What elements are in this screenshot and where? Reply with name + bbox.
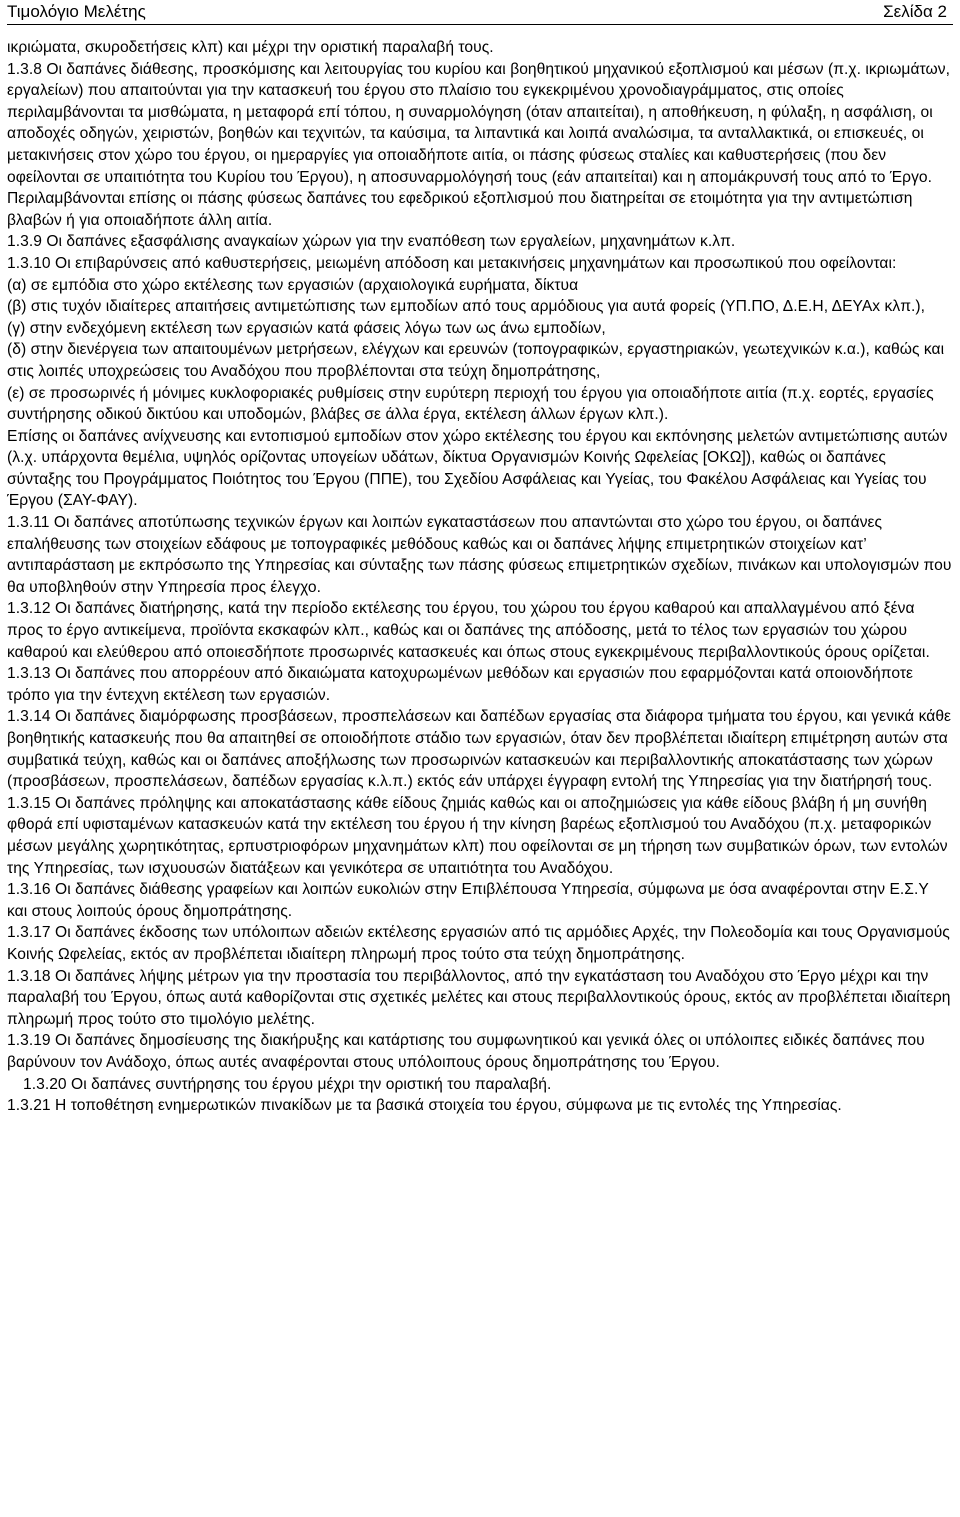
- paragraph: 1.3.16 Οι δαπάνες διάθεσης γραφείων και λοιπών ευκολιών στην Επιβλέπουσα Υπηρεσία, σύμφωνα με όσα αναφέρονται στην Ε.Σ.Υ και στους λοιπούς όρους δημοπράτησης.: [7, 881, 929, 920]
- list-item: (δ) στην διενέργεια των απαιτουμένων μετρήσεων, ελέγχων και ερευνών (τοπογραφικών, εργαστηριακών, γεωτεχνικών κ.α.), καθώς και στις λοιπές υποχρεώσεις του Αναδόχου που προβλέπονται στα τεύχη δημοπράτησης,: [7, 341, 945, 380]
- paragraph: 1.3.21 Η τοποθέτηση ενημερωτικών πινακίδων με τα βασικά στοιχεία του έργου, σύμφωνα με τις εντολές της Υπηρεσίας.: [7, 1097, 842, 1115]
- paragraph: ικριώματα, σκυροδετήσεις κλπ) και μέχρι την οριστική παραλαβή τους.: [7, 39, 494, 56]
- paragraph: 1.3.8 Οι δαπάνες διάθεσης, προσκόμισης και λειτουργίας του κυρίου και βοηθητικού μηχανικού εξοπλισμού και μέσων (π.χ. ικριωμάτων, εργαλείων) που απαιτούνται για την κατασκευή του έργου στο πλαίσιο του εγκεκριμένου χρονοδιαγράμματος, στις οποίες περιλαμβάνονται τα μισθώματα, η μεταφορά επί τόπου, η συναρμολόγηση (όταν απαιτείται), η αποθήκευση, η φύλαξη, η ασφάλιση, οι αποδοχές οδηγών, χειριστών, βοηθών και τεχνιτών, τα καύσιμα, τα λιπαντικά και λοιπά αναλώσιμα, τα ανταλλακτικά, οι επισκευές, οι μετακινήσεις στον χώρο του έργου, οι ημεραργίες για οποιαδήποτε αιτία, οι πάσης φύσεως σταλίες και καθυστερήσεις (που δεν οφείλονται σε υπαιτιότητα του Κυρίου του Έργου), η αποσυναρμολόγησή τους (εάν απαιτείται) και η απομάκρυνσή τους από το Έργο.: [7, 60, 950, 186]
- paragraph: 1.3.18 Οι δαπάνες λήψης μέτρων για την προστασία του περιβάλλοντος, από την εγκατάσταση του Αναδόχου στο Έργο μέχρι και την παραλαβή του Έργου, όπως αυτά καθορίζονται στις σχετικές μελέτες και στους περιβαλλοντικούς όρους, εκτός αν προβλέπεται ιδιαίτερη πληρωμή προς τούτο στο τιμολόγιο μελέτης.: [7, 967, 951, 1028]
- paragraph: 1.3.13 Οι δαπάνες που απορρέουν από δικαιώματα κατοχυρωμένων μεθόδων και εργασιών που εφαρμόζονται κατά οποιονδήποτε τρόπο για την έντεχνη εκτέλεση των εργασιών.: [7, 665, 914, 704]
- page-header: [7, 0, 953, 25]
- paragraph: 1.3.11 Οι δαπάνες αποτύπωσης τεχνικών έργων και λοιπών εγκαταστάσεων που απαντώνται στο χώρο του έργου, οι δαπάνες επαλήθευσης των στοιχείων εδάφους με τοπογραφικές μεθόδους καθώς και οι δαπάνες λήψης επιμετρητικών στοιχείων κατ’ αντιπαράσταση με εκπρόσωπο της Υπηρεσίας και σύνταξης των πάσης φύσεως επιμετρητικών σχεδίων, πινάκων και υπολογισμών που θα υποβληθούν στην Υπηρεσία προς έλεγχο.: [7, 514, 952, 596]
- paragraph: 1.3.10 Οι επιβαρύνσεις από καθυστερήσεις, μειωμένη απόδοση και μετακινήσεις μηχανημάτων και προσωπικού που οφείλονται:: [7, 254, 897, 272]
- paragraph: 1.3.20 Οι δαπάνες συντήρησης του έργου μέχρι την οριστική του παραλαβή.: [23, 1075, 552, 1093]
- paragraph: 1.3.15 Οι δαπάνες πρόληψης και αποκατάστασης κάθε είδους ζημιάς καθώς και οι αποζημιώσεις για κάθε είδους βλάβη ή μη συνήθη φθορά επί υφισταμένων κατασκευών κατά την εκτέλεση του έργου ή την κίνηση βαρέως εξοπλισμού του Αναδόχου (π.χ. μεταφορικών μέσων μεγάλης χωρητικότητας, ερπυστριοφόρων μηχανημάτων κλπ) που οφείλονται σε μη τήρηση των συμβατικών όρων, των εντολών της Υπηρεσίας, των ισχυουσών διατάξεων και γενικότερα σε υπαιτιότητα του Αναδόχου.: [7, 794, 948, 877]
- paragraph: Επίσης οι δαπάνες ανίχνευσης και εντοπισμού εμποδίων στον χώρο εκτέλεσης του έργου και εκπόνησης μελετών αντιμετώπισης αυτών (λ.χ. υπάρχοντα θεμέλια, υψηλός ορίζοντας υπογείων υδάτων, δίκτυα Οργανισμών Κοινής Ωφελείας [ΟΚΩ]), καθώς οι δαπάνες σύνταξης του Προγράμματος Ποιότητος του Έργου (ΠΠΕ), του Σχεδίου Ασφάλειας και Υγείας, του Φακέλου Ασφάλειας και Υγείας του Έργου (ΣΑΥ-ΦΑΥ).: [7, 427, 948, 510]
- list-item: (α) σε εμπόδια στο χώρο εκτέλεσης των εργασιών (αρχαιολογικά ευρήματα, δίκτυα: [7, 276, 579, 294]
- document-body: [7, 37, 953, 1117]
- list-item: (β) στις τυχόν ιδιαίτερες απαιτήσεις αντιμετώπισης των εμποδίων από τους αρμόδιους για αυτά φορείς (ΥΠ.ΠΟ, Δ.Ε.Η, ΔΕΥΑx κλπ.),: [7, 298, 926, 316]
- list-item: (ε) σε προσωρινές ή μόνιμες κυκλοφοριακές ρυθμίσεις στην ευρύτερη περιοχή του έργου για οποιαδήποτε αιτία (π.χ. εορτές, εργασίες συντήρησης οδικού δικτύου και υποδομών, βλάβες σε άλλα έργα, εκτέλεση άλλων έργων κλπ.).: [7, 384, 934, 424]
- page-number: Σελίδα 2: [883, 2, 947, 21]
- list-item: (γ) στην ενδεχόμενη εκτέλεση των εργασιών κατά φάσεις λόγω των ως άνω εμποδίων,: [7, 319, 606, 337]
- paragraph: 1.3.14 Οι δαπάνες διαμόρφωσης προσβάσεων, προσπελάσεων και δαπέδων εργασίας στα διάφορα τμήματα του έργου, και γενικά κάθε βοηθητικής κατασκευής που θα απαιτηθεί σε οποιοδήποτε στάδιο των εργασιών, όταν δεν προβλέπεται ιδιαίτερη επιμέτρηση αυτών στα συμβατικά τεύχη, καθώς και οι δαπάνες αποξήλωσης των προσωρινών κατασκευών και περιβαλλοντικής αποκατάστασης των χώρων (προσβάσεων, προσπελάσεων, δαπέδων εργασίας κ.λ.π.) εκτός εάν υπάρχει έγγραφη εντολή της Υπηρεσίας για την διατήρησή τους.: [7, 708, 952, 791]
- paragraph: 1.3.9 Οι δαπάνες εξασφάλισης αναγκαίων χώρων για την εναπόθεση των εργαλείων, μηχανημάτων κ.λπ.: [7, 233, 736, 251]
- paragraph: 1.3.12 Οι δαπάνες διατήρησης, κατά την περίοδο εκτέλεσης του έργου, του χώρου του έργου καθαρού και απαλλαγμένου από ξένα προς το έργο αντικείμενα, προϊόντα εκσκαφών κλπ., καθώς και οι δαπάνες της απόδοσης, μετά το τέλος των εργασιών του χώρου καθαρού και ελεύθερου από οποιεσδήποτε προσωρινές κατασκευές και όπως στους εγκεκριμένους περιβαλλοντικούς όρους ορίζεται.: [7, 600, 930, 661]
- paragraph: Περιλαμβάνονται επίσης οι πάσης φύσεως δαπάνες του εφεδρικού εξοπλισμού που διατηρείται σε ετοιμότητα για την αντιμετώπιση βλαβών ή για οποιαδήποτε άλλη αιτία.: [7, 190, 913, 229]
- document-title: Τιμολόγιο Μελέτης: [7, 2, 146, 21]
- paragraph: 1.3.17 Οι δαπάνες έκδοσης των υπόλοιπων αδειών εκτέλεσης εργασιών από τις αρμόδιες Αρχές, την Πολεοδομία και τους Οργανισμούς Κοινής Ωφελείας, εκτός αν προβλέπεται ιδιαίτερη πληρωμή προς τούτο στα τεύχη δημοπράτησης.: [7, 924, 950, 963]
- paragraph: 1.3.19 Οι δαπάνες δημοσίευσης της διακήρυξης και κατάρτισης του συμφωνητικού και γενικά όλες οι υπόλοιπες ειδικές δαπάνες που βαρύνουν τον Ανάδοχο, όπως αυτές αναφέρονται στους υπόλοιπους όρους δημοπράτησης του Έργου.: [7, 1032, 925, 1071]
